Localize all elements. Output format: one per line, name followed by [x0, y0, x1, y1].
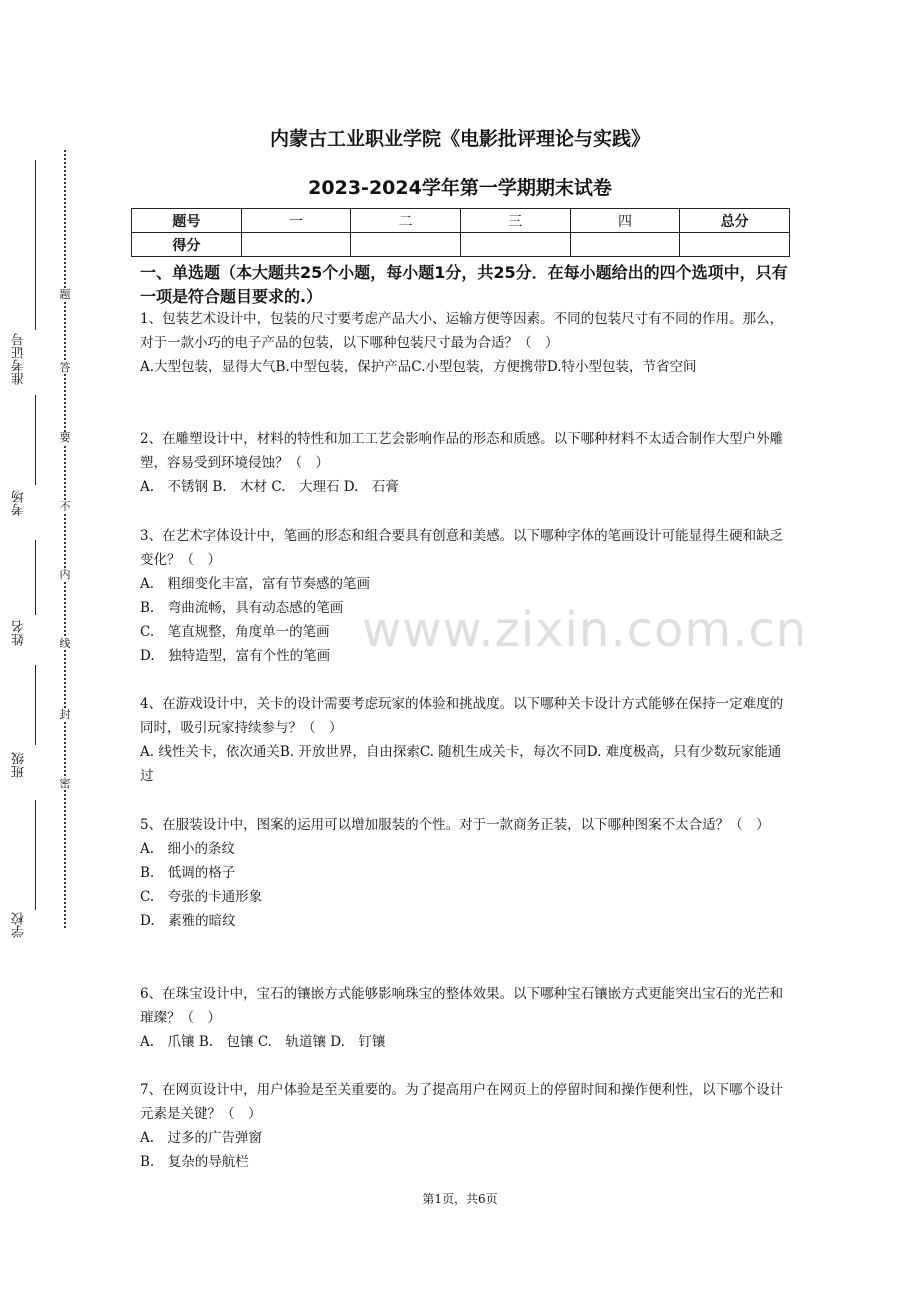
question-option: A. 不锈钢 B. 木材 C. 大理石 D. 石膏: [140, 479, 399, 495]
question-option: C. 夸张的卡通形象: [140, 889, 263, 905]
question-option: D. 独特造型，富有个性的笔画: [140, 648, 331, 664]
seal-char: 封: [59, 708, 71, 721]
question-option: B. 弯曲流畅，具有动态感的笔画: [140, 600, 344, 616]
page-number: 第1页，共6页: [422, 1192, 498, 1206]
question-option: B. 低调的格子: [140, 865, 236, 881]
question-7: [140, 1078, 785, 1174]
question-stem: 1、包装艺术设计中，包装的尺寸要考虑产品大小、运输方便等因素。不同的包装尺寸有不同的作用。那么，对于一款小巧的电子产品的包装，以下哪种包装尺寸最为合适？（ ）: [140, 311, 784, 351]
score-cell-blank: [351, 233, 461, 257]
question-stem: 2、在雕塑设计中，材料的特性和加工工艺会影响作品的形态和质感。以下哪种材料不太适合制作大型户外雕塑，容易受到环境侵蚀？（ ）: [140, 431, 784, 471]
seal-char: 答: [59, 361, 71, 374]
score-cell-label: 题号: [132, 209, 242, 233]
score-cell-label: 得分: [132, 233, 242, 257]
question-stem: 3、在艺术字体设计中，笔画的形态和组合要具有创意和美感。以下哪种字体的笔画设计可能显得生硬和缺乏变化？（ ）: [140, 528, 784, 568]
score-table-header-row: [132, 209, 790, 233]
question-stem: 7、在网页设计中，用户体验是至关重要的。为了提高用户在网页上的停留时间和操作便利性，以下哪个设计元素是关键？（ ）: [140, 1082, 784, 1122]
field-line-room: [35, 395, 36, 485]
question-option: A. 爪镶 B. 包镶 C. 轨道镶 D. 钉镶: [140, 1034, 386, 1050]
score-cell-blank: [570, 233, 680, 257]
question-stem: 4、在游戏设计中，关卡的设计需要考虑玩家的体验和挑战度。以下哪种关卡设计方式能够在保持一定难度的同时，吸引玩家持续参与？（ ）: [140, 696, 784, 736]
seal-char: 要: [59, 431, 71, 444]
seal-char: 不: [59, 500, 71, 513]
score-cell-header: 一: [241, 209, 351, 233]
seal-char: 密: [59, 777, 71, 790]
question-option: A. 细小的条纹: [140, 841, 236, 857]
score-table: [131, 208, 790, 257]
field-label-school: 学校: [12, 912, 27, 938]
field-label-exam-id: 准考证号: [12, 333, 27, 385]
question-2: [140, 427, 785, 499]
score-cell-blank: [680, 233, 790, 257]
field-line-name: [35, 540, 36, 615]
score-cell-blank: [460, 233, 570, 257]
score-table-score-row: [132, 233, 790, 257]
seal-char: 内: [59, 568, 71, 581]
score-cell-total: 总分: [680, 209, 790, 233]
question-option: B. 复杂的导航栏: [140, 1154, 249, 1170]
seal-char: 线: [59, 637, 71, 650]
score-cell-header: 二: [351, 209, 461, 233]
question-5: [140, 813, 785, 933]
question-option: A. 线性关卡，依次通关B. 开放世界，自由探索C. 随机生成关卡，每次不同D. 难度极高，只有少数玩家能通过: [140, 744, 782, 784]
question-option: D. 素雅的暗纹: [140, 913, 236, 929]
field-label-name: 姓名: [12, 620, 27, 646]
field-label-room: 考场: [12, 490, 27, 516]
exam-subtitle: 2023-2024学年第一学期期末试卷: [308, 177, 612, 199]
field-line-school: [35, 800, 36, 910]
question-4: [140, 692, 785, 788]
question-option: A.大型包装，显得大气B.中型包装，保护产品C.小型包装，方便携带D.特小型包装，节省空间: [140, 359, 697, 375]
section-heading: 一、单选题（本大题共25个小题，每小题1分，共25分．在每小题给出的四个选项中，只有一项是符合题目要求的.）: [140, 263, 788, 306]
seal-char: 题: [59, 288, 71, 301]
question-option: A. 粗细变化丰富，富有节奏感的笔画: [140, 576, 371, 592]
field-line-class: [35, 665, 36, 745]
exam-title: 内蒙古工业职业学院《电影批评理论与实践》: [269, 128, 650, 150]
question-option: C. 笔直规整，角度单一的笔画: [140, 624, 330, 640]
question-stem: 5、在服装设计中，图案的运用可以增加服装的个性。对于一款商务正装，以下哪种图案不太合适？（ ）: [140, 817, 770, 833]
field-label-class: 班级: [12, 752, 27, 778]
score-cell-blank: [241, 233, 351, 257]
question-stem: 6、在珠宝设计中，宝石的镶嵌方式能够影响珠宝的整体效果。以下哪种宝石镶嵌方式更能突出宝石的光芒和璀璨？（ ）: [140, 986, 784, 1026]
question-option: A. 过多的广告弹窗: [140, 1130, 263, 1146]
question-6: [140, 982, 785, 1054]
score-cell-header: 三: [460, 209, 570, 233]
question-1: [140, 307, 785, 379]
watermark: www.zixin.com.cn: [362, 602, 808, 658]
score-cell-header: 四: [570, 209, 680, 233]
seal-dotted-line: [64, 150, 66, 928]
